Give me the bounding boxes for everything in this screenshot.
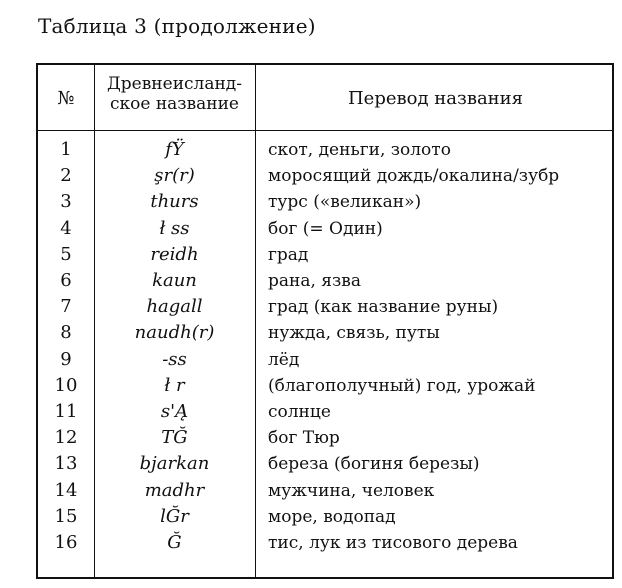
rune-name: ł ss xyxy=(159,217,190,239)
row-number: 12 xyxy=(54,427,78,449)
row-number: 8 xyxy=(60,322,72,344)
rune-name: bjarkan xyxy=(139,453,210,475)
header-number: № xyxy=(57,88,75,109)
rune-name: kaun xyxy=(152,270,197,291)
header-old-norse-name: Древнеисланд- ское название xyxy=(106,74,243,114)
row-number: 7 xyxy=(60,296,72,318)
rune-translation: бог Тюр xyxy=(268,428,340,449)
row-number: 15 xyxy=(54,505,78,527)
rune-names-table xyxy=(36,63,614,579)
rune-name: ł r xyxy=(164,374,185,396)
table-row xyxy=(38,189,616,215)
rune-name: Ğ xyxy=(167,532,182,553)
rune-name: madhr xyxy=(144,479,205,501)
rune-translation: бог (= Один) xyxy=(268,218,383,239)
rune-name: lĞr xyxy=(160,505,189,527)
rune-name: -ss xyxy=(162,348,187,370)
table-row xyxy=(38,294,616,320)
row-number: 3 xyxy=(60,191,72,213)
rune-name: fŸ xyxy=(165,139,184,160)
row-number: 16 xyxy=(54,532,78,553)
rune-translation: нужда, связь, путы xyxy=(268,323,440,344)
table-row xyxy=(38,373,616,399)
row-number: 2 xyxy=(60,165,72,187)
header-divider xyxy=(38,130,612,131)
row-number: 14 xyxy=(54,479,78,501)
rune-translation: град (как название руны) xyxy=(268,297,499,318)
table-row xyxy=(38,504,616,530)
rune-name: s'Ą xyxy=(160,401,189,422)
rune-name: thurs xyxy=(150,191,199,213)
table-row xyxy=(38,425,616,451)
table-row xyxy=(38,399,616,425)
row-number: 1 xyxy=(60,139,72,160)
rune-name: naudh(r) xyxy=(134,322,215,344)
row-number: 10 xyxy=(54,374,78,396)
table-row xyxy=(38,137,616,163)
table-row xyxy=(38,451,616,477)
rune-translation: скот, деньги, золото xyxy=(268,140,451,160)
rune-translation: море, водопад xyxy=(268,506,396,527)
table-row xyxy=(38,242,616,268)
row-number: 11 xyxy=(54,401,78,422)
row-number: 9 xyxy=(60,348,72,370)
rune-translation: мужчина, человек xyxy=(268,480,435,501)
row-number: 6 xyxy=(60,270,72,291)
table-row xyxy=(38,530,616,556)
row-number: 13 xyxy=(54,453,78,475)
row-number: 5 xyxy=(60,243,72,265)
table-row xyxy=(38,268,616,294)
row-number: 4 xyxy=(60,217,72,239)
rune-translation: (благополучный) год, урожай xyxy=(268,375,536,396)
rune-name: şr(r) xyxy=(154,165,195,187)
table-row xyxy=(38,163,616,189)
header-translation: Перевод названия xyxy=(347,88,524,109)
rune-name: hagall xyxy=(146,296,203,318)
table-caption: Таблица 3 (продолжение) xyxy=(38,14,316,38)
rune-translation: моросящий дождь/окалина/зубр xyxy=(268,166,560,187)
table-row xyxy=(38,320,616,346)
rune-translation: град xyxy=(268,244,309,265)
rune-translation: рана, язва xyxy=(268,271,361,291)
table-row xyxy=(38,216,616,242)
rune-translation: турс («великан») xyxy=(268,192,422,213)
rune-name: reidh xyxy=(150,243,199,265)
table-row xyxy=(38,478,616,504)
rune-translation: лёд xyxy=(268,349,300,370)
table-row xyxy=(38,347,616,373)
rune-translation: береза (богиня березы) xyxy=(268,454,480,475)
rune-translation: солнце xyxy=(268,402,331,422)
rune-name: TĞ xyxy=(161,427,188,449)
rune-translation: тис, лук из тисового дерева xyxy=(268,533,518,553)
